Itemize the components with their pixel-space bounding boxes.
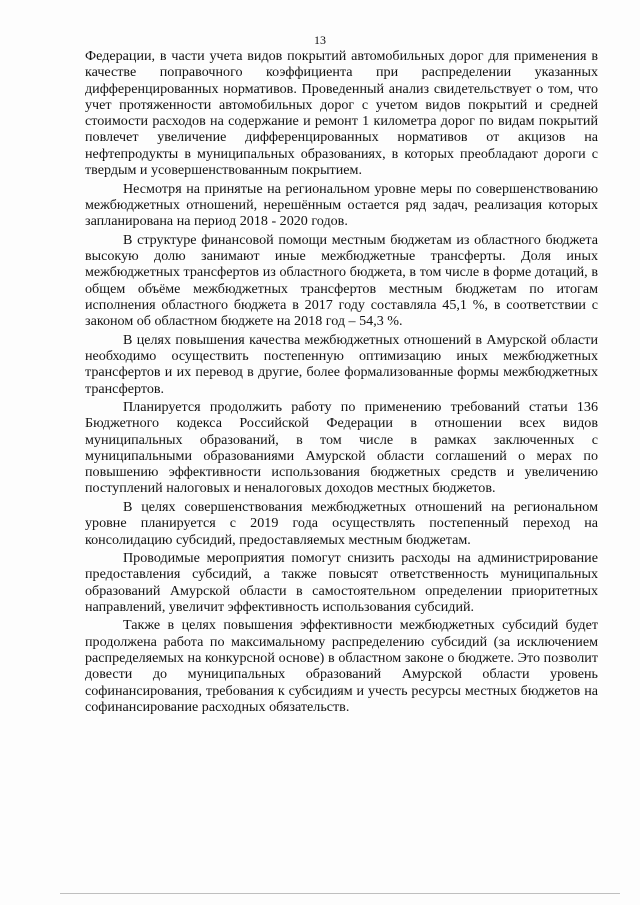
paragraph-2: Несмотря на принятые на региональном уровне меры по совершенствованию межбюджетных отношений, нерешённым остается ряд задач, реализация которых запланирована на период 2018 - 2020 годов.: [85, 180, 598, 230]
paragraph-3: В структуре финансовой помощи местным бюджетам из областного бюджета высокую долю занимают иные межбюджетные трансферты. Доля иных межбюджетных трансфертов из областного бюджета, в том числе в форме дотаций, в общем объёме межбюджетных трансфертов местным бюджетам по итогам исполнения областного бюджета в 2017 году составляла 45,1 %, в соответствии с законом об областном бюджете на 2018 год – 54,3 %.: [85, 231, 598, 330]
paragraph-7: Проводимые мероприятия помогут снизить расходы на администрирование предоставления субсидий, а также повысят ответственность муниципальных образований Амурской области в самостоятельном определении приоритетных направлений, увеличит эффективность использования субсидий.: [85, 550, 598, 615]
paragraph-1: Федерации, в части учета видов покрытий автомобильных дорог для применения в качестве поправочного коэффициента при распределении указанных дифференцированных нормативов. Проведенный анализ свидетельствует о том, что учет протяженности автомобильных дорог с учетом видов покрытий и средней стоимости расходов на содержание и ремонт 1 километра дорог по видам покрытий повлечет увеличение дифференцированных нормативов от акцизов на нефтепродукты в муниципальных образованиях, в которых преобладают дороги с твердым и усовершенствованным покрытием.: [85, 48, 598, 179]
page-number: 13: [314, 33, 326, 47]
page-bottom-edge: [60, 893, 620, 894]
paragraph-4: В целях повышения качества межбюджетных отношений в Амурской области необходимо осуществить постепенную оптимизацию иных межбюджетных трансфертов и их перевод в другие, более формализованные формы межбюджетных трансфертов.: [85, 331, 598, 397]
paragraph-8: Также в целях повышения эффективности межбюджетных субсидий будет продолжена работа по максимальному распределению субсидий (за исключением распределяемых на конкурсной основе) в областном законе о бюджете. Это позволит довести до муниципальных образований Амурской области уровень софинансирования, требования к субсидиям и учесть ресурсы местных бюджетов на софинансирование расходных обязательств.: [85, 617, 598, 715]
paragraph-6: В целях совершенствования межбюджетных отношений на региональном уровне планируется с 2019 года осуществлять постепенный переход на консолидацию субсидий, предоставляемых местным бюджетам.: [85, 498, 598, 548]
paragraph-5: Планируется продолжить работу по применению требований статьи 136 Бюджетного кодекса Российской Федерации в отношении всех видов муниципальных образований, в том числе в рамках заключенных с муниципальными образованиями Амурской области соглашений о мерах по повышению эффективности использования бюджетных средств и увеличению поступлений налоговых и неналоговых доходов местных бюджетов.: [85, 398, 598, 497]
body-text: [85, 48, 598, 717]
